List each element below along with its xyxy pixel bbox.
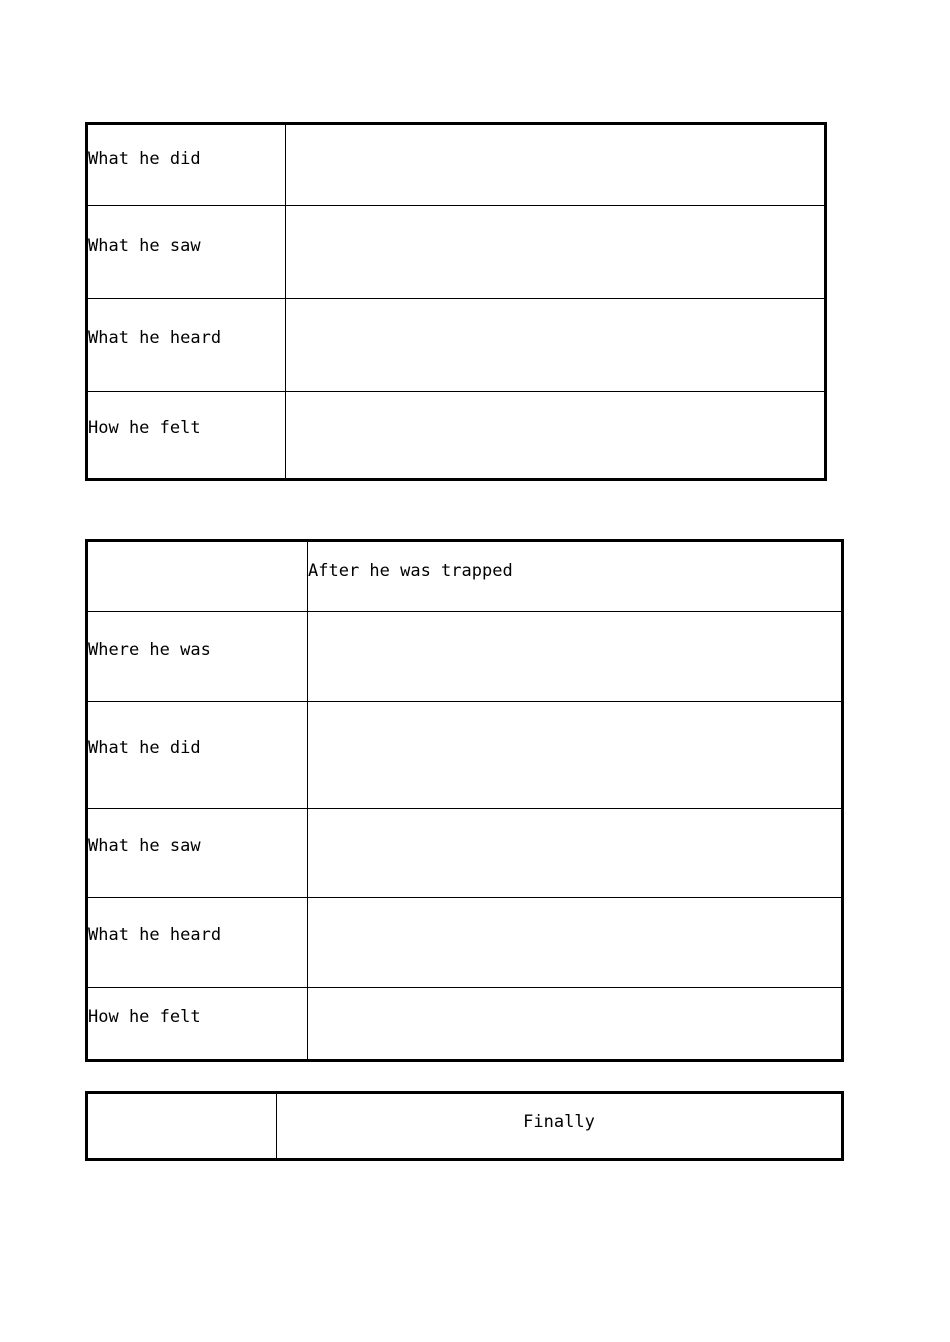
header-value-cell — [277, 1093, 843, 1160]
table-row — [87, 988, 843, 1061]
observation-table — [85, 122, 827, 481]
row-label: What he saw — [88, 836, 201, 856]
table-row — [87, 809, 843, 898]
row-label-cell — [87, 988, 308, 1061]
row-label-cell — [87, 392, 286, 480]
table-row — [87, 612, 843, 702]
row-label: What he saw — [88, 236, 201, 256]
column-heading: After he was trapped — [308, 561, 513, 581]
table-header-row — [87, 1093, 843, 1160]
table-header-row — [87, 541, 843, 612]
answer-cell[interactable] — [308, 988, 843, 1061]
header-label-cell — [87, 541, 308, 612]
answer-cell[interactable] — [286, 299, 826, 392]
row-label-cell — [87, 702, 308, 809]
answer-cell[interactable] — [308, 898, 843, 988]
row-label-cell — [87, 898, 308, 988]
answer-cell[interactable] — [308, 809, 843, 898]
row-label-cell — [87, 206, 286, 299]
row-label-cell — [87, 809, 308, 898]
table-row — [87, 898, 843, 988]
row-label: How he felt — [88, 1007, 201, 1027]
table-row — [87, 702, 843, 809]
table-row — [87, 206, 826, 299]
table-row — [87, 392, 826, 480]
row-label: What he heard — [88, 328, 222, 348]
finally-table — [85, 1091, 844, 1161]
row-label: Where he was — [88, 640, 211, 660]
table-row — [87, 299, 826, 392]
row-label-cell — [87, 612, 308, 702]
answer-cell[interactable] — [308, 612, 843, 702]
header-label-cell — [87, 1093, 277, 1160]
row-label: How he felt — [88, 418, 201, 438]
trapped-table — [85, 539, 844, 1062]
row-label: What he did — [88, 149, 201, 169]
answer-cell[interactable] — [286, 206, 826, 299]
answer-cell[interactable] — [286, 392, 826, 480]
answer-cell[interactable] — [308, 702, 843, 809]
column-heading: Finally — [523, 1112, 595, 1132]
row-label-cell — [87, 299, 286, 392]
row-label-cell — [87, 124, 286, 206]
table-row — [87, 124, 826, 206]
header-value-cell — [308, 541, 843, 612]
answer-cell[interactable] — [286, 124, 826, 206]
row-label: What he heard — [88, 925, 222, 945]
row-label: What he did — [88, 738, 201, 758]
